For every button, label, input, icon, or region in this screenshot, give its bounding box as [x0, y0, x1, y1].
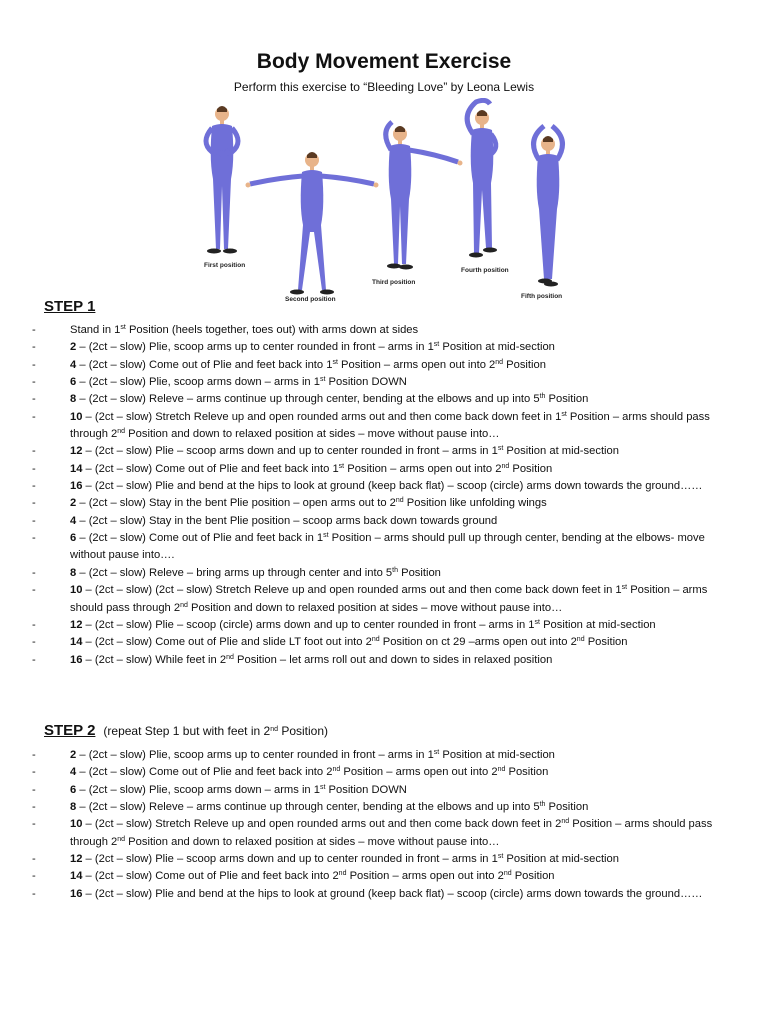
step1-label: STEP 1: [44, 298, 96, 315]
instruction-text: (2ct – slow) Come out of Plie and feet back into 2nd Position – arms open out into 2nd Position: [88, 766, 549, 779]
count-number: 6: [70, 532, 77, 545]
step1-item: - 16 – (2ct – slow) While feet in 2nd Position – let arms roll out and down to sides in relaxed position: [30, 652, 730, 669]
instruction-text: (2ct – slow) While feet in 2nd Position – let arms roll out and down to sides in relaxed position: [94, 653, 553, 666]
instruction-text: (2ct – slow) Plie – scoop arms down and up to center rounded in front – arms in 1st Position at mid-section: [94, 853, 619, 866]
fifth-position-figure: [534, 126, 563, 287]
instruction-text: (2ct – slow) Releve – arms continue up through center, bending at the elbows and up into 5th Position: [88, 801, 589, 814]
instruction-text: (2ct – slow) Come out of Plie and feet back into 1st Position – arms open out into 2nd Position: [88, 358, 546, 371]
instruction-text: (2ct – slow) Plie and bend at the hips to look at ground (keep back flat) – scoop (circle) arms down towards the ground……: [94, 887, 703, 900]
count-number: 4: [70, 766, 77, 779]
count-number: 12: [70, 445, 83, 458]
instruction-text: (2ct – slow) Stay in the bent Plie position – scoop arms back down towards ground: [88, 514, 498, 527]
step1-item: - 16 – (2ct – slow) Plie and bend at the hips to look at ground (keep back flat) – scoop (circle) arms down towards the ground……: [30, 478, 730, 495]
count-number: 8: [70, 801, 77, 814]
step1-heading: [44, 298, 95, 315]
count-number: 2: [70, 341, 77, 354]
step2-list: [30, 747, 730, 903]
step1-item: - 2 – (2ct – slow) Stay in the bent Plie position – open arms out to 2nd Position like unfolding wings: [30, 495, 730, 512]
document-subtitle: Perform this exercise to “Bleeding Love” by Leona Lewis: [233, 80, 535, 94]
count-number: 14: [70, 870, 83, 883]
instruction-text: (2ct – slow) Stretch Releve up and open rounded arms out and then come back down feet in 2nd Position – arms should pass through 2nd Position and down to relaxed position at sides – move without pause into…: [70, 818, 713, 848]
step1-item: - 8 – (2ct – slow) Releve – bring arms up through center and into 5th Position: [30, 565, 730, 582]
step1-item: - 12 – (2ct – slow) Plie – scoop (circle) arms down and up to center rounded in front – arms in 1st Position at mid-section: [30, 617, 730, 634]
step2-item: - 16 – (2ct – slow) Plie and bend at the hips to look at ground (keep back flat) – scoop (circle) arms down towards the ground……: [30, 886, 730, 903]
instruction-text: (2ct – slow) Plie, scoop arms up to center rounded in front – arms in 1st Position at mid-section: [88, 341, 555, 354]
step1-item: - 8 – (2ct – slow) Releve – arms continue up through center, bending at the elbows and up into 5th Position: [30, 391, 730, 408]
third-position-figure: [386, 122, 463, 270]
step1-item: - 14 – (2ct – slow) Come out of Plie and feet back into 1st Position – arms open out into 2nd Position: [30, 461, 730, 478]
count-number: 10: [70, 818, 83, 831]
count-number: 4: [70, 358, 77, 371]
second-position-figure: [246, 152, 379, 295]
count-number: 12: [70, 618, 83, 631]
instruction-text: (2ct – slow) Come out of Plie and feet back into 1st Position – arms open out into 2nd Position: [94, 462, 553, 475]
count-number: 16: [70, 480, 83, 493]
step1-item: - 12 – (2ct – slow) Plie – scoop arms down and up to center rounded in front – arms in 1st Position at mid-section: [30, 443, 730, 460]
first-position-figure: [206, 106, 238, 254]
instruction-text: (2ct – slow) (2ct – slow) Stretch Releve up and open rounded arms out and then come back down feet in 1st Position – arms should pass through 2nd Position and down to relaxed position at sides – move without pause into…: [70, 584, 708, 614]
count-number: 16: [70, 887, 83, 900]
count-number: 4: [70, 514, 77, 527]
step1-item: - 4 – (2ct – slow) Come out of Plie and feet back into 1st Position – arms open out into 2nd Position: [30, 357, 730, 374]
instruction-text: (2ct – slow) Plie – scoop arms down and up to center rounded in front – arms in 1st Position at mid-section: [94, 445, 619, 458]
instruction-text: (2ct – slow) Come out of Plie and feet back into 2nd Position – arms open out into 2nd Position: [94, 870, 555, 883]
instruction-text: (2ct – slow) Plie, scoop arms down – arms in 1st Position DOWN: [88, 376, 407, 389]
step1-item: - 4 – (2ct – slow) Stay in the bent Plie position – scoop arms back down towards ground: [30, 513, 730, 530]
count-number: 6: [70, 376, 77, 389]
instruction-text: (2ct – slow) Come out of Plie and slide LT foot out into 2nd Position on ct 29 –arms open out into 2nd Position: [94, 636, 628, 649]
step1-item: - 14 – (2ct – slow) Come out of Plie and slide LT foot out into 2nd Position on ct 29 –arms open out into 2nd Position: [30, 634, 730, 651]
step2-heading: [44, 722, 328, 739]
step2-item: - 14 – (2ct – slow) Come out of Plie and feet back into 2nd Position – arms open out into 2nd Position: [30, 868, 730, 885]
step2-label: STEP 2: [44, 722, 96, 739]
count-number: 14: [70, 462, 83, 475]
count-number: 8: [70, 393, 77, 406]
step2-item: - 4 – (2ct – slow) Come out of Plie and feet back into 2nd Position – arms open out into 2nd Position: [30, 764, 730, 781]
step1-item: - 2 – (2ct – slow) Plie, scoop arms up to center rounded in front – arms in 1st Position at mid-section: [30, 339, 730, 356]
step1-item: - 10 – (2ct – slow) (2ct – slow) Stretch Releve up and open rounded arms out and then come back down feet in 1st Position – arms should pass through 2nd Position and down to relaxed position at sides – move without pause into…: [30, 582, 730, 617]
step2-item: - 8 – (2ct – slow) Releve – arms continue up through center, bending at the elbows and up into 5th Position: [30, 799, 730, 816]
caption-third-position: Third position: [372, 279, 416, 286]
step2-item: - 6 – (2ct – slow) Plie, scoop arms down – arms in 1st Position DOWN: [30, 782, 730, 799]
caption-first-position: First position: [204, 262, 246, 269]
count-number: 2: [70, 749, 77, 761]
count-number: 10: [70, 584, 83, 597]
instruction-text: (2ct – slow) Stay in the bent Plie position – open arms out to 2nd Position like unfolding wings: [88, 497, 547, 510]
instruction-text: (2ct – slow) Plie – scoop (circle) arms down and up to center rounded in front – arms in 1st Position at mid-section: [94, 618, 656, 631]
count-number: 12: [70, 853, 83, 866]
instruction-text: Stand in 1st Position (heels together, toes out) with arms down at sides: [70, 324, 419, 336]
step2-item: - 2 – (2ct – slow) Plie, scoop arms up to center rounded in front – arms in 1st Position at mid-section: [30, 747, 730, 764]
count-number: 6: [70, 783, 77, 796]
step1-item: - 6 – (2ct – slow) Plie, scoop arms down – arms in 1st Position DOWN: [30, 374, 730, 391]
instruction-text: (2ct – slow) Come out of Plie and feet back in 1st Position – arms should pull up through center, bending at the elbows- move without pause into….: [70, 532, 705, 562]
fourth-position-figure: [467, 100, 497, 257]
count-number: 10: [70, 410, 83, 423]
count-number: 14: [70, 636, 83, 649]
step1-item: [30, 322, 730, 339]
instruction-text: (2ct – slow) Plie, scoop arms down – arms in 1st Position DOWN: [88, 783, 407, 796]
count-number: 16: [70, 653, 83, 666]
instruction-text: (2ct – slow) Releve – arms continue up through center, bending at the elbows and up into 5th Position: [88, 393, 589, 406]
step1-item: - 10 – (2ct – slow) Stretch Releve up and open rounded arms out and then come back down feet in 1st Position – arms should pass through 2nd Position and down to relaxed position at sides – move without pause into…: [30, 409, 730, 444]
step1-item: - 6 – (2ct – slow) Come out of Plie and feet back in 1st Position – arms should pull up through center, bending at the elbows- move without pause into….: [30, 530, 730, 565]
count-number: 2: [70, 497, 77, 510]
document-title: Body Movement Exercise: [256, 50, 512, 73]
instruction-text: (2ct – slow) Stretch Releve up and open rounded arms out and then come back down feet in 1st Position – arms should pass through 2nd Position and down to relaxed position at sides – move without pause into…: [70, 410, 710, 441]
caption-fourth-position: Fourth position: [461, 267, 509, 274]
step1-list: [30, 322, 730, 669]
step2-item: - 10 – (2ct – slow) Stretch Releve up and open rounded arms out and then come back down feet in 2nd Position – arms should pass through 2nd Position and down to relaxed position at sides – move without pause into…: [30, 816, 730, 851]
count-number: 8: [70, 566, 77, 579]
instruction-text: (2ct – slow) Plie, scoop arms up to center rounded in front – arms in 1st Position at mid-section: [88, 749, 555, 761]
step2-note: (repeat Step 1 but with feet in 2nd Position): [103, 724, 329, 738]
caption-second-position: Second position: [285, 296, 336, 303]
instruction-text: (2ct – slow) Releve – bring arms up through center and into 5th Position: [88, 566, 441, 579]
step2-item: - 12 – (2ct – slow) Plie – scoop arms down and up to center rounded in front – arms in 1st Position at mid-section: [30, 851, 730, 868]
caption-fifth-position: Fifth position: [521, 293, 563, 300]
instruction-text: (2ct – slow) Plie and bend at the hips to look at ground (keep back flat) – scoop (circle) arms down towards the ground……: [94, 480, 703, 493]
